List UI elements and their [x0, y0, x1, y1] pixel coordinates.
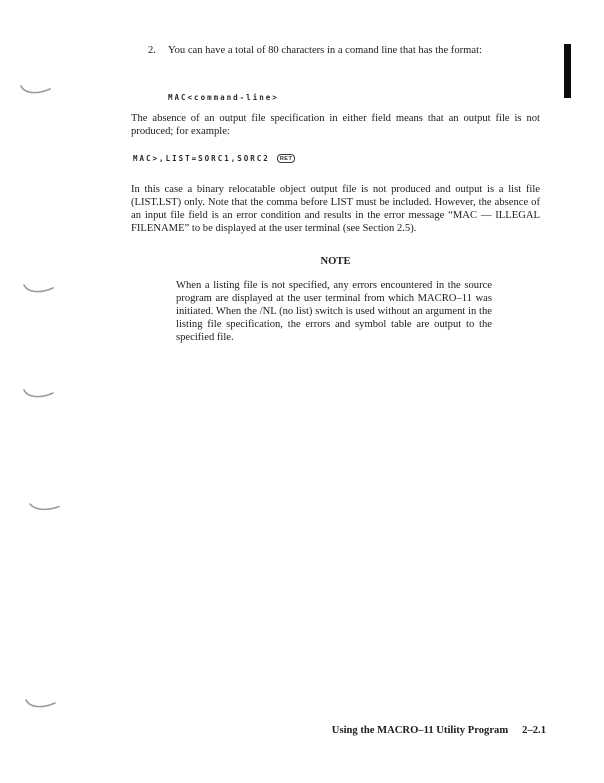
margin-scan-mark — [25, 696, 57, 707]
margin-scan-mark — [20, 82, 52, 93]
margin-scan-mark — [29, 499, 61, 510]
return-key-icon: RET — [277, 154, 296, 163]
page-footer — [332, 725, 546, 736]
margin-scan-mark — [23, 386, 55, 397]
paragraph-in-this-case: In this case a binary relocatable object output file is not produced and output is a list file (LIST.LST) only. Note that the comma before LIST must be included. However, the absence of an input file field is an error condition and results in the error message “MAC — ILLEGAL FILENAME” to be displayed at the user terminal (see Section 2.5). — [131, 184, 540, 234]
numbered-list-item-2 — [148, 44, 540, 57]
footer-chapter-title: Using the MACRO–11 Utility Program — [331, 725, 509, 736]
paragraph-output-spec: The absence of an output file specification in either field means that an output file is not produced; for example: — [131, 113, 540, 137]
code-example-line — [133, 154, 295, 163]
list-item-text: You can have a total of 80 characters in a comand line that has the format: — [168, 45, 482, 56]
note-body: When a listing file is not specified, any errors encountered in the source program are displayed at the user terminal from which MACRO–11 was initiated. When the /NL (no list) switch is used without an argument in the listing file specification, the errors and symbol table are output to the specified file. — [176, 280, 492, 343]
code-example-text: MAC>,LIST=SORC1,SORC2 — [133, 154, 270, 163]
list-item-number: 2. — [148, 45, 156, 56]
margin-scan-mark — [23, 281, 55, 292]
code-command-format: MAC<command-line> — [168, 93, 279, 102]
revision-change-bar — [564, 44, 571, 98]
note-heading: NOTE — [320, 256, 351, 267]
footer-page-number: 2–2.1 — [522, 725, 546, 736]
